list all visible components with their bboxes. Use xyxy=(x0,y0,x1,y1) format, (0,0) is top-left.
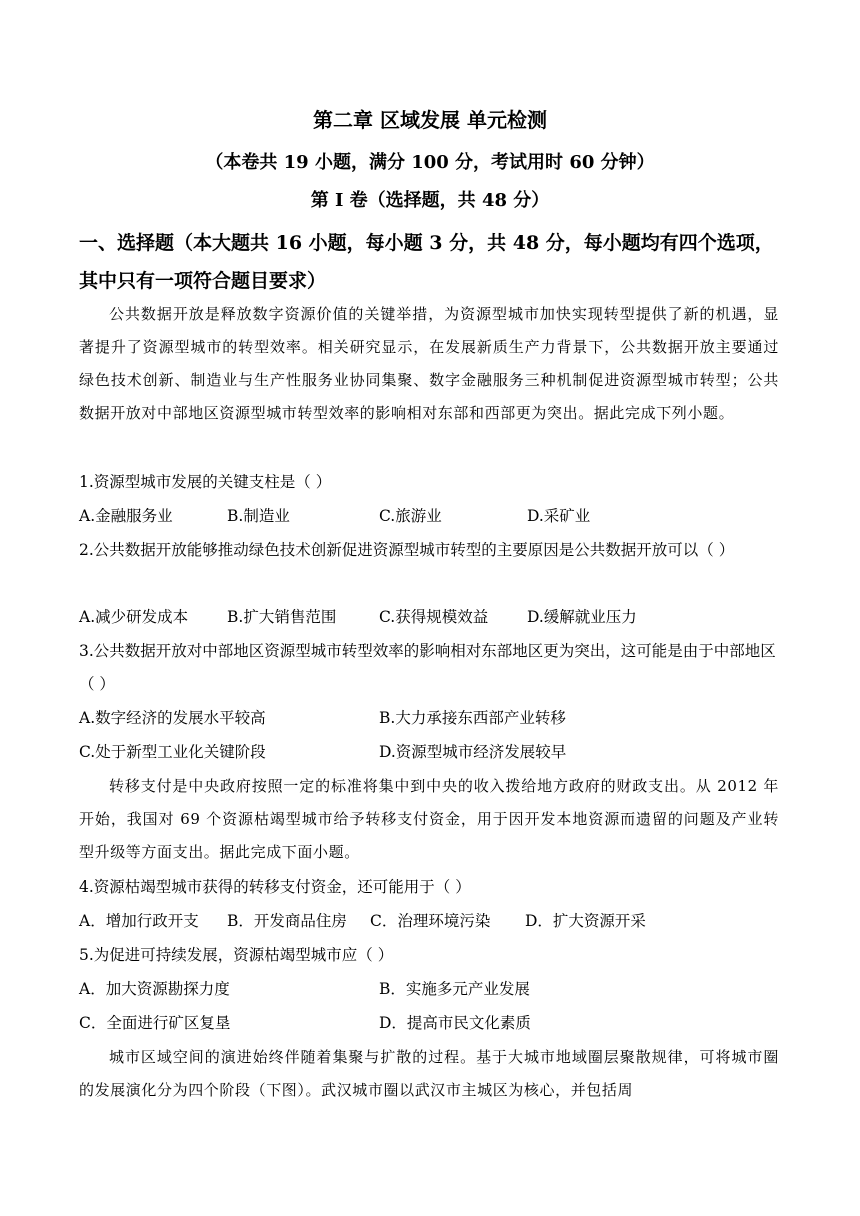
option-d: D.缓解就业压力 xyxy=(527,608,637,626)
option-a: A.数字经济的发展水平较高 xyxy=(79,709,266,727)
option-b: B.制造业 xyxy=(227,507,290,525)
question-4-options xyxy=(79,905,779,938)
option-c: C.旅游业 xyxy=(379,507,442,525)
option-d: D.采矿业 xyxy=(527,507,591,525)
option-c: C．治理环境污染 xyxy=(370,912,491,930)
question-1: 1.资源型城市发展的关键支柱是（ ） xyxy=(79,473,332,491)
question-5: 5.为促进可持续发展，资源枯竭型城市应（ ） xyxy=(79,946,394,964)
option-b: B．实施多元产业发展 xyxy=(379,980,530,998)
question-5-options-row-2 xyxy=(79,1007,779,1040)
option-b: B．开发商品住房 xyxy=(227,912,347,930)
question-3: 3.公共数据开放对中部地区资源型城市转型效率的影响相对东部地区更为突出，这可能是由于中部地区（ ） xyxy=(79,642,776,693)
page-title: 第二章 区域发展 单元检测 xyxy=(313,108,547,132)
question-4: 4.资源枯竭型城市获得的转移支付资金，还可能用于（ ） xyxy=(79,878,471,896)
option-d: D.资源型城市经济发展较早 xyxy=(379,743,567,761)
question-3-options-row-1 xyxy=(79,702,779,735)
question-2: 2.公共数据开放能够推动绿色技术创新促进资源型城市转型的主要原因是公共数据开放可以（ ） xyxy=(79,541,735,559)
section-heading: 一、选择题（本大题共 16 小题，每小题 3 分，共 48 分，每小题均有四个选项，其中只有一项符合题目要求） xyxy=(79,232,774,292)
option-d: D．扩大资源开采 xyxy=(525,912,646,930)
option-a: A．增加行政开支 xyxy=(79,912,199,930)
volume-heading: 第 I 卷（选择题，共 48 分） xyxy=(310,190,550,211)
option-b: B.扩大销售范围 xyxy=(227,608,337,626)
option-b: B.大力承接东西部产业转移 xyxy=(379,709,566,727)
passage-1: 公共数据开放是释放数字资源价值的关键举措，为资源型城市加快实现转型提供了新的机遇，显著提升了资源型城市的转型效率。相关研究显示，在发展新质生产力背景下，公共数据开放主要通过绿色技术创新、制造业与生产性服务业协同集聚、数字金融服务三种机制促进资源型城市转型；公共数据开放对中部地区资源型城市转型效率的影响相对东部和西部更为突出。据此完成下列小题。 xyxy=(79,305,779,422)
option-a: A.金融服务业 xyxy=(79,507,173,525)
option-c: C．全面进行矿区复垦 xyxy=(79,1014,231,1032)
option-c: C.处于新型工业化关键阶段 xyxy=(79,743,266,761)
option-c: C.获得规模效益 xyxy=(379,608,489,626)
exam-info: （本卷共 19 小题，满分 100 分，考试用时 60 分钟） xyxy=(205,152,655,173)
option-a: A．加大资源勘探力度 xyxy=(79,980,230,998)
passage-2: 转移支付是中央政府按照一定的标准将集中到中央的收入拨给地方政府的财政支出。从 2012 年开始，我国对 69 个资源枯竭型城市给予转移支付资金，用于因开发本地资源而遗留的问题及产业转型升级等方面支出。据此完成下面小题。 xyxy=(79,777,779,861)
option-d: D．提高市民文化素质 xyxy=(379,1014,531,1032)
passage-3: 城市区域空间的演进始终伴随着集聚与扩散的过程。基于大城市地域圈层聚散规律，可将城市圈的发展演化分为四个阶段（下图）。武汉城市圈以武汉市主城区为核心，并包括周 xyxy=(79,1048,779,1099)
question-5-options-row-1 xyxy=(79,973,779,1006)
question-3-options-row-2 xyxy=(79,736,779,769)
question-1-options xyxy=(79,500,779,533)
question-2-options xyxy=(79,601,779,634)
option-a: A.减少研发成本 xyxy=(79,608,189,626)
